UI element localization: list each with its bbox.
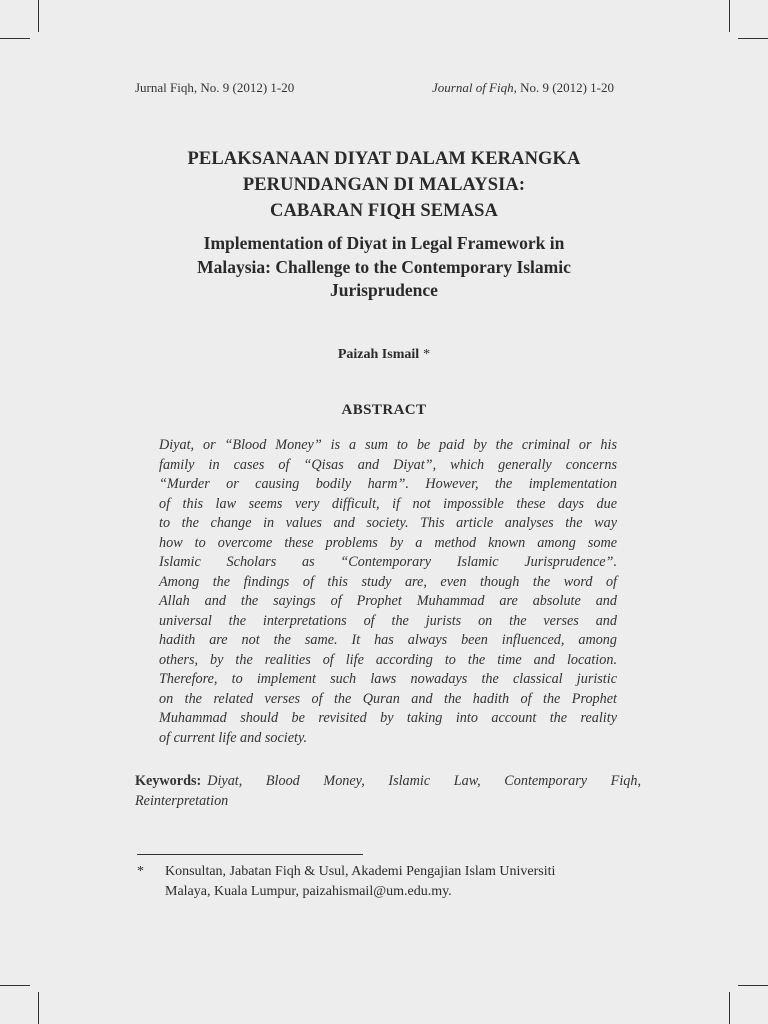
abstract-line: others, by the realities of life according to the time and location. [159, 651, 617, 668]
footnote-line: Malaya, Kuala Lumpur, paizahismail@um.edu.my. [165, 884, 452, 899]
running-head-left: Jurnal Fiqh, No. 9 (2012) 1-20 [135, 80, 295, 95]
abstract-line: “Murder or causing bodily harm”. However, the implementation [159, 476, 617, 492]
abstract-line: Diyat, or “Blood Money” is a sum to be paid by the criminal or his [159, 437, 617, 453]
title-malay-line: CABARAN FIQH SEMASA [269, 201, 499, 221]
abstract-line: family in cases of “Qisas and Diyat”, which generally concerns [159, 456, 617, 473]
abstract-line: on the related verses of the Quran and the hadith of the Prophet [159, 690, 617, 707]
footnote-rule [137, 854, 363, 855]
title-english [110, 232, 658, 303]
title-malay [110, 146, 658, 224]
title-malay-line: PERUNDANGAN DI MALAYSIA: [242, 175, 526, 195]
crop-mark [729, 992, 730, 1024]
title-english-line: Jurisprudence [330, 280, 438, 300]
title-english-line: Malaysia: Challenge to the Contemporary Islamic [197, 256, 571, 277]
crop-mark [729, 0, 730, 32]
abstract-line: Allah and the sayings of Prophet Muhammad are absolute and [159, 593, 617, 609]
crop-mark [38, 0, 39, 32]
title-malay-line: PELAKSANAAN DIYAT DALAM KERANGKA [187, 149, 581, 169]
crop-mark [38, 992, 39, 1024]
author-footnote-mark: * [423, 347, 431, 362]
crop-mark [0, 985, 30, 986]
abstract-line: Therefore, to implement such laws nowadays the classical juristic [159, 671, 617, 687]
keywords-label: Keywords: [135, 773, 202, 789]
abstract-line: Muhammad should be revisited by taking into account the reality [159, 710, 617, 726]
crop-mark [738, 38, 768, 39]
abstract-line: how to overcome these problems by a method known among some [159, 534, 617, 551]
journal-issue: , No. 9 (2012) 1-20 [513, 80, 614, 95]
crop-mark [0, 38, 30, 39]
keywords-list: Diyat, Blood Money, Islamic Law, Contemporary Fiqh, [207, 773, 641, 789]
author-name: Paizah Ismail [337, 347, 420, 362]
keywords-list-continued: Reinterpretation [135, 793, 229, 809]
footnote [137, 862, 643, 902]
abstract-line: Islamic Scholars as “Contemporary Islamic Jurisprudence”. [159, 554, 617, 570]
footnote-mark: * [137, 864, 144, 879]
abstract-line: universal the interpretations of the jurists on the verses and [159, 612, 617, 629]
abstract-line: to the change in values and society. This article analyses the way [159, 515, 617, 531]
running-head-right [432, 80, 614, 96]
abstract-line: of this law seems very difficult, if not impossible these days due [159, 495, 617, 512]
footnote-line: Konsultan, Jabatan Fiqh & Usul, Akademi Pengajian Islam Universiti [165, 864, 556, 879]
journal-name: Journal of Fiqh [432, 80, 514, 95]
keywords-line [135, 771, 641, 791]
author [110, 347, 658, 363]
keywords [135, 771, 641, 811]
title-english-line: Implementation of Diyat in Legal Framework in [203, 233, 565, 253]
footnote-text [165, 862, 643, 902]
crop-mark [738, 985, 768, 986]
abstract-line: of current life and society. [159, 729, 308, 746]
abstract-line: hadith are not the same. It has always been influenced, among [159, 632, 617, 648]
abstract-body [159, 436, 617, 748]
abstract-line: Among the findings of this study are, even though the word of [159, 573, 617, 590]
abstract-heading: ABSTRACT [341, 402, 427, 418]
